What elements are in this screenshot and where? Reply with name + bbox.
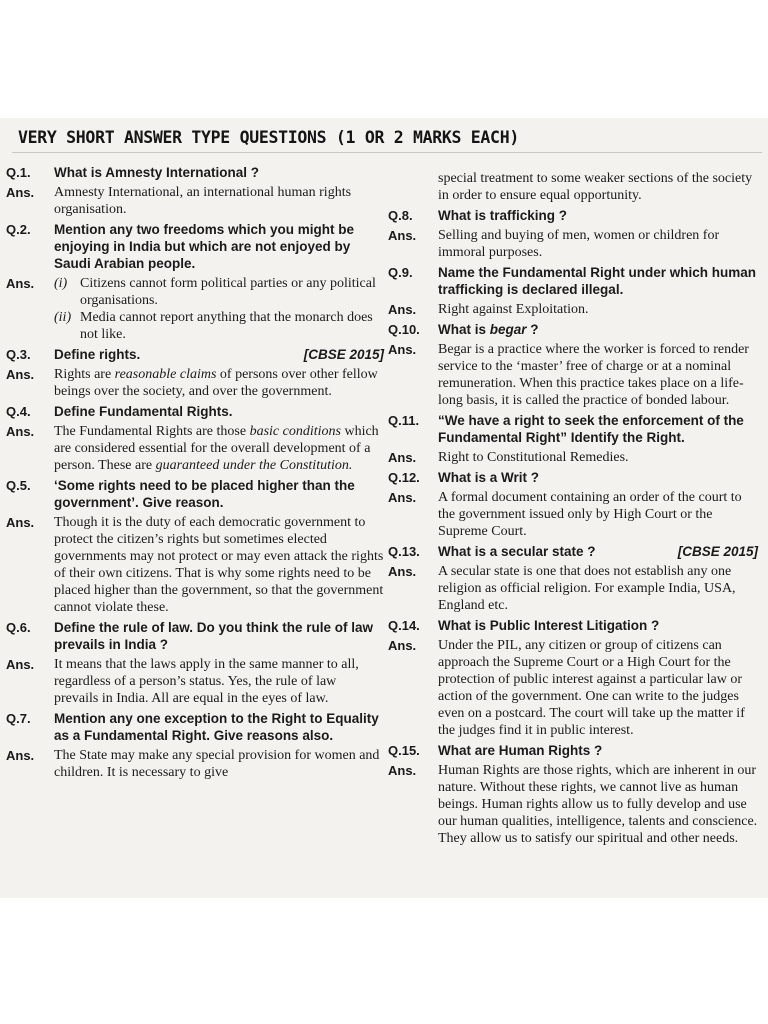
question-label: Q.10. (388, 322, 420, 337)
answer-text: of persons over other fellow beings over the society, and over the government. (54, 367, 378, 399)
question-label: Q.4. (6, 404, 31, 419)
answer-5 (6, 514, 384, 616)
question-7 (6, 710, 384, 744)
answer-10 (388, 341, 758, 409)
question-label: Q.14. (388, 618, 420, 633)
heading-rule (12, 152, 762, 153)
question-8 (388, 207, 758, 224)
answer-body (54, 366, 384, 400)
question-text: What is a secular state ? (438, 544, 596, 559)
answer-emphasis: basic conditions (249, 424, 341, 439)
answer-11 (388, 449, 758, 466)
answer-8 (388, 227, 758, 261)
answer-12 (388, 489, 758, 540)
question-11 (388, 412, 758, 446)
question-label: Q.7. (6, 711, 31, 726)
answer-6 (6, 656, 384, 707)
question-3 (6, 346, 384, 363)
answer-text: The Fundamental Rights are those (54, 424, 250, 439)
answer-text: Under the PIL, any citizen or group of citizens can approach the Supreme Court or a High Court for the protection of public interest against a particular law or action of the government. One can write to the judges even on a postcard. The court will take up the matter if the judges find it in public interest. (438, 638, 745, 738)
question-label: Q.1. (6, 165, 31, 180)
answer-subpoint (54, 309, 384, 343)
question-14 (388, 617, 758, 634)
question-label: Q.15. (388, 743, 420, 758)
question-2 (6, 221, 384, 272)
answer-7 (6, 747, 384, 781)
answer-text: Rights are (54, 367, 115, 382)
answer-label: Ans. (388, 490, 417, 505)
answer-label: Ans. (6, 185, 35, 200)
subpoint-marker: (i) (54, 276, 68, 291)
exam-tag: [CBSE 2015] (677, 544, 758, 559)
question-text: “We have a right to seek the enforcement of the Fundamental Right” Identify the Right. (438, 413, 744, 445)
question-text: What is Public Interest Litigation ? (438, 618, 660, 633)
answer-subpoint (54, 275, 384, 309)
question-12 (388, 469, 758, 486)
answer-label: Ans. (6, 424, 35, 439)
answer-15 (388, 762, 758, 847)
question-text: What is a Writ ? (438, 470, 540, 485)
question-text: Define the rule of law. Do you think the rule of law prevails in India ? (54, 620, 374, 652)
answer-label: Ans. (388, 228, 417, 243)
question-label: Q.3. (6, 347, 31, 362)
answer-text: A formal document containing an order of the court to the government issued only by High Court or the Supreme Court. (438, 490, 742, 539)
answer-label: Ans. (388, 564, 417, 579)
answer-emphasis: guaranteed under the Constitution. (155, 458, 353, 473)
question-5 (6, 477, 384, 511)
answer-13 (388, 563, 758, 614)
question-6 (6, 619, 384, 653)
answer-text: Amnesty International, an international human rights organisation. (54, 185, 352, 217)
left-column (6, 164, 384, 784)
question-text: Define Fundamental Rights. (54, 404, 233, 419)
answer-text: Right to Constitutional Remedies. (438, 450, 629, 465)
answer-label: Ans. (6, 748, 35, 763)
question-text: What are Human Rights ? (438, 743, 603, 758)
question-4 (6, 403, 384, 420)
question-text: What is trafficking ? (438, 208, 568, 223)
question-text: Name the Fundamental Right under which human trafficking is declared illegal. (438, 265, 757, 297)
question-label: Q.11. (388, 413, 420, 428)
answer-1 (6, 184, 384, 218)
answer-emphasis: reasonable claims (114, 367, 217, 382)
question-label: Q.2. (6, 222, 31, 237)
subpoint-text: Media cannot report anything that the monarch does not like. (80, 310, 373, 342)
answer-label: Ans. (6, 657, 35, 672)
question-text: What is Amnesty International ? (54, 165, 260, 180)
question-text: Mention any two freedoms which you might be enjoying in India but which are not enjoyed by Saudi Arabian people. (54, 222, 355, 271)
question-text: What is (438, 322, 490, 337)
question-10 (388, 321, 758, 338)
answer-3 (6, 366, 384, 400)
question-1 (6, 164, 384, 181)
answer-text: Human Rights are those rights, which are inherent in our nature. Without these rights, we cannot live as human beings. Human rights allow us to fully develop and use our human qualities, intelligence, talents and conscience. They allow us to satisfy our spiritual and other needs. (438, 763, 758, 846)
answer-9 (388, 301, 758, 318)
question-emphasis: begar (489, 322, 527, 337)
question-label: Q.5. (6, 478, 31, 493)
subpoint-text: Citizens cannot form political parties or any political organisations. (80, 276, 376, 308)
question-body (438, 543, 758, 560)
answer-text: Right against Exploitation. (438, 302, 589, 317)
question-text: ? (526, 322, 539, 337)
question-label: Q.6. (6, 620, 31, 635)
answer-label: Ans. (388, 302, 417, 317)
answer-label: Ans. (388, 342, 417, 357)
question-body (438, 321, 758, 338)
answer-2 (6, 275, 384, 343)
question-label: Q.13. (388, 544, 420, 559)
question-label: Q.8. (388, 208, 413, 223)
answer-text: It means that the laws apply in the same manner to all, regardless of a person’s status. Yes, the rule of law prevails in India. All are equal in the eyes of law. (54, 657, 359, 706)
answer-text (54, 275, 384, 343)
answer-label: Ans. (6, 515, 35, 530)
answer-label: Ans. (388, 638, 417, 653)
answer-label: Ans. (6, 276, 35, 291)
question-15 (388, 742, 758, 759)
answer-text: Selling and buying of men, women or children for immoral purposes. (438, 228, 720, 260)
right-column (388, 170, 758, 850)
question-label: Q.9. (388, 265, 413, 280)
answer-text: A secular state is one that does not establish any one religion as official religion. For example India, USA, England etc. (438, 564, 736, 613)
question-9 (388, 264, 758, 298)
answer-7-continued: special treatment to some weaker sections of the society in order to ensure equal opportunity. (438, 171, 753, 203)
subpoint-marker: (ii) (54, 310, 72, 325)
question-label: Q.12. (388, 470, 420, 485)
answer-label: Ans. (388, 763, 417, 778)
answer-text: which are considered essential for the overall development of a person. These are (54, 424, 379, 473)
question-13 (388, 543, 758, 560)
answer-label: Ans. (388, 450, 417, 465)
question-text: ‘Some rights need to be placed higher than the government’. Give reason. (54, 478, 355, 510)
answer-14 (388, 637, 758, 739)
answer-text: Begar is a practice where the worker is forced to render service to the ‘master’ free of charge or at a nominal remuneration. When this practice takes place on a life-long basis, it is called the practice of bonded labour. (438, 342, 749, 408)
question-text: Mention any one exception to the Right to Equality as a Fundamental Right. Give reasons also. (54, 711, 379, 743)
answer-text: The State may make any special provision for women and children. It is necessary to give (54, 748, 380, 780)
answer-text: Though it is the duty of each democratic government to protect the citizen’s rights but sometimes elected governments may not protect or may even attack the rights of their own citizens. That is why some rights need to be placed higher than the government, so that the government cannot violate these. (54, 515, 384, 615)
page-heading: VERY SHORT ANSWER TYPE QUESTIONS (1 OR 2 MARKS EACH) (18, 128, 519, 147)
answer-body (54, 423, 384, 474)
answer-4 (6, 423, 384, 474)
exam-tag: [CBSE 2015] (303, 347, 384, 362)
question-body (54, 346, 384, 363)
answer-label: Ans. (6, 367, 35, 382)
question-text: Define rights. (54, 347, 141, 362)
